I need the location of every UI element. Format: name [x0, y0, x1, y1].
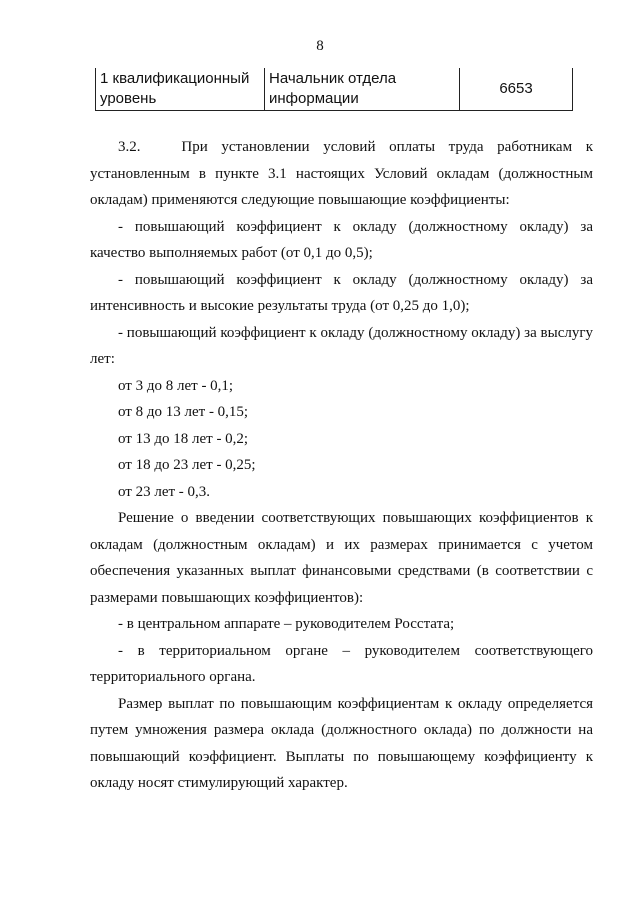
coefficient-quality: - повышающий коэффициент к окладу (должностному окладу) за качество выполняемых работ (от 0,1 до 0,5);: [90, 218, 593, 261]
seniority-item: от 18 до 23 лет - 0,25;: [118, 457, 256, 473]
qualification-level-cell: 1 квалификационный уровень: [96, 68, 265, 111]
territorial-office-item: - в территориальном органе – руководителем соответствующего территориального органа.: [90, 642, 593, 685]
coefficient-seniority: - повышающий коэффициент к окладу (должностному окладу) за выслугу лет:: [90, 324, 593, 367]
page-number: 8: [316, 38, 324, 54]
seniority-item: от 3 до 8 лет - 0,1;: [118, 377, 234, 394]
table-row: [96, 68, 573, 111]
position-cell: Начальник отдела информации: [265, 68, 460, 111]
decision-paragraph: Решение о введении соответствующих повышающих коэффициентов к окладам (должностным окладам) и их размерах принимается с учетом обеспечения указанных выплат финансовыми средствами (в соответствии с размерами повышающих коэффициентов):: [90, 510, 593, 606]
salary-cell: 6653: [460, 68, 573, 111]
paragraph-3-2: 3.2. При установлении условий оплаты труда работникам к установленным в пункте 3.1 настоящих Условий окладам (должностным окладам) применяются следующие повышающие коэффициенты:: [90, 139, 593, 208]
seniority-item: от 23 лет - 0,3.: [118, 483, 211, 500]
coefficient-intensity: - повышающий коэффициент к окладу (должностному окладу) за интенсивность и высокие результаты труда (от 0,25 до 1,0);: [90, 271, 593, 314]
seniority-item: от 8 до 13 лет - 0,15;: [118, 404, 249, 420]
document-body: [90, 134, 593, 797]
central-office-item: - в центральном аппарате – руководителем Росстата;: [118, 616, 455, 632]
payment-size-paragraph: Размер выплат по повышающим коэффициентам к окладу определяется путем умножения размера оклада (должностного оклада) по должности на повышающий коэффициент. Выплаты по повышающему коэффициенту к окладу носят стимулирующий характер.: [90, 695, 593, 791]
salary-table: [95, 68, 573, 111]
seniority-item: от 13 до 18 лет - 0,2;: [118, 430, 249, 447]
